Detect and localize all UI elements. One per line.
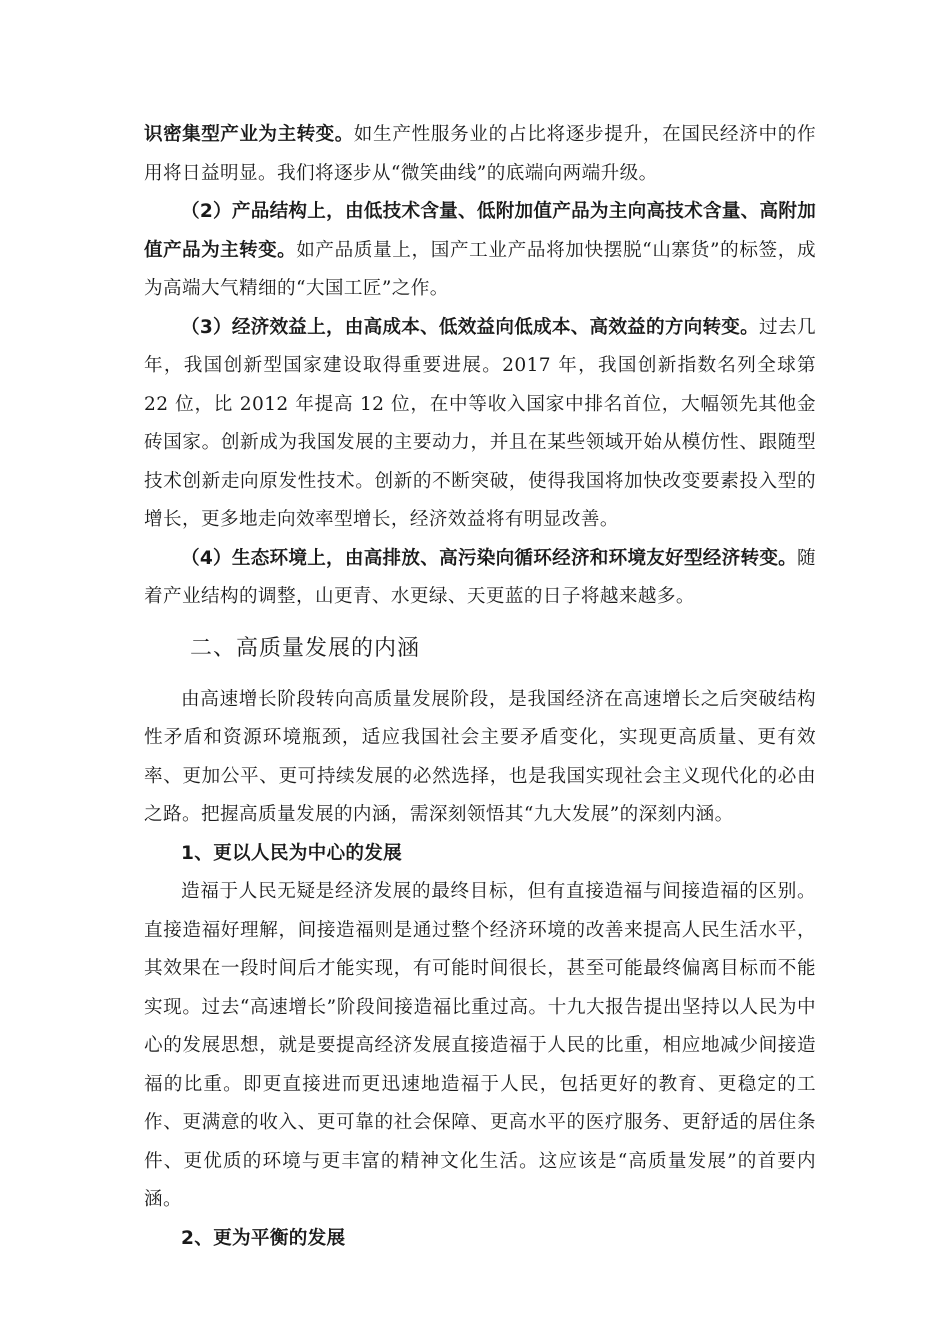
paragraph-bold-lead: （4）生态环境上，由高排放、高污染向循环经济和环境友好型经济转变。 xyxy=(181,547,797,569)
subsection-body-people-centered: 造福于人民无疑是经济发展的最终目标，但有直接造福与间接造福的区别。直接造福好理解，间接造福则是通过整个经济环境的改善来提高人民生活水平，其效果在一段时间后才能实现，有可能时间很长，甚至可能最终偏离目标而不能实现。过去“高速增长”阶段间接造福比重过高。十九大报告提出坚持以人民为中心的发展思想，就是要提高经济发展直接造福于人民的比重，相应地减少间接造福的比重。即更直接进而更迅速地造福于人民，包括更好的教育、更稳定的工作、更满意的收入、更可靠的社会保障、更高水平的医疗服务、更舒适的居住条件、更优质的环境与更丰富的精神文化生活。这应该是“高质量发展”的首要内涵。 xyxy=(144,881,816,1210)
paragraph-body: 过去几年，我国创新型国家建设取得重要进展。2017 年，我国创新指数名列全球第 22 位，比 2012 年提高 12 位，在中等收入国家中排名首位，大幅领先其他金砖国家。创新成为我国发展的主要动力，并且在某些领域开始从模仿性、跟随型技术创新走向原发性技术。创新的不断突破，使得我国将加快改变要素投入型的增长，更多地走向效率型增长，经济效益将有明显改善。 xyxy=(144,316,816,530)
subsection-heading-balanced: 2、更为平衡的发展 xyxy=(181,1227,346,1249)
section-intro-paragraph: 由高速增长阶段转向高质量发展阶段，是我国经济在高速增长之后突破结构性矛盾和资源环境瓶颈，适应我国社会主要矛盾变化，实现更高质量、更有效率、更加公平、更可持续发展的必然选择，也是我国实现社会主义现代化的必由之路。把握高质量发展的内涵，需深刻领悟其“九大发展”的深刻内涵。 xyxy=(144,688,816,825)
paragraph-body: 随着产业结构的调整，山更青、水更绿、天更蓝的日子将越来越多。 xyxy=(144,547,816,607)
paragraph-body: 如产品质量上，国产工业产品将加快摆脱“山寨货”的标签，成为高端大气精细的“大国工匠”之作。 xyxy=(144,239,816,299)
document-page xyxy=(144,116,816,1258)
paragraph-economic-benefit xyxy=(144,309,816,540)
paragraph-bold-lead: （3）经济效益上，由高成本、低效益向低成本、高效益的方向转变。 xyxy=(181,316,759,338)
paragraph-ecology xyxy=(144,540,816,617)
paragraph-bold-lead: （2）产品结构上，由低技术含量、低附加值产品为主向高技术含量、高附加值产品为主转变。 xyxy=(144,201,816,261)
paragraph-industry-structure xyxy=(144,116,816,193)
paragraph-bold-lead: 识密集型产业为主转变。 xyxy=(144,124,354,145)
paragraph-body: 如生产性服务业的占比将逐步提升，在国民经济中的作用将日益明显。我们将逐步从“微笑曲线”的底端向两端升级。 xyxy=(144,124,816,184)
subsection-heading-people-centered: 1、更以人民为中心的发展 xyxy=(181,842,403,864)
paragraph-product-structure xyxy=(144,193,816,309)
section-heading: 二、高质量发展的内涵 xyxy=(190,635,421,661)
